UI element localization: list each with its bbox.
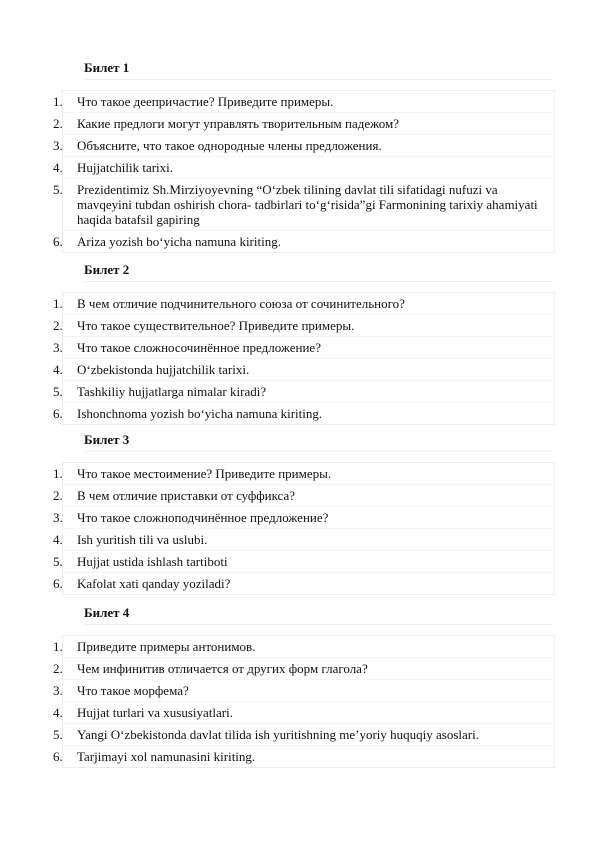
question-number: 3. [53,683,63,698]
question-number: 1. [53,639,63,654]
ticket-header [0,601,596,625]
question-list [53,462,555,595]
ticket-3 [0,428,596,595]
question-number: 5. [53,182,63,197]
divider [84,451,552,452]
question-text: Что такое морфема? [77,683,189,698]
ticket-2 [0,258,596,425]
question-number: 1. [53,296,63,311]
question-number: 5. [53,554,63,569]
question-number: 4. [53,705,63,720]
question-item [53,507,554,529]
question-item [53,573,554,594]
question-number: 1. [53,94,63,109]
question-text: Ariza yozish bo‘yicha namuna kiriting. [77,234,281,249]
question-item [53,658,554,680]
question-text: Prezidentimiz Sh.Mirziyoyevning “O‘zbek tilining davlat tili sifatidagi nufuzi va mavqeyini tubdan oshirish chora- tadbirlari to‘g‘risida”gi Farmonining tarixiy ahamiyati haqida batafsil gapiring [77,182,538,227]
question-number: 2. [53,661,63,676]
question-number: 2. [53,116,63,131]
question-item [53,91,554,113]
question-item [53,702,554,724]
question-number: 6. [53,234,63,249]
question-text: Kafolat xati qanday yoziladi? [77,576,231,591]
question-item [53,293,554,315]
question-text: Что такое деепричастие? Приведите примеры. [77,94,334,109]
question-text: В чем отличие приставки от суффикса? [77,488,296,503]
question-item [53,359,554,381]
question-number: 3. [53,340,63,355]
question-item [53,680,554,702]
question-text: Hujjatchilik tarixi. [77,160,174,175]
question-number: 2. [53,488,63,503]
question-text: Tarjimayi xol namunasini kiriting. [77,749,256,764]
divider [84,281,552,282]
question-item [53,381,554,403]
divider [84,624,552,625]
question-list [53,90,555,253]
question-number: 6. [53,406,63,421]
question-number: 2. [53,318,63,333]
question-item [53,157,554,179]
question-text: Yangi O‘zbekistonda davlat tilida ish yuritishning me’yoriy huquqiy asoslari. [77,727,479,742]
question-text: Что такое существительное? Приведите примеры. [77,318,355,333]
question-text: Объясните, что такое однородные члены предложения. [77,138,382,153]
question-text: Ishonchnoma yozish bo‘yicha namuna kiriting. [77,406,323,421]
ticket-header [0,56,596,80]
question-number: 4. [53,160,63,175]
question-item [53,315,554,337]
question-item [53,746,554,767]
ticket-4 [0,601,596,768]
question-text: Приведите примеры антонимов. [77,639,256,654]
question-item [53,231,554,252]
question-number: 5. [53,384,63,399]
ticket-header [0,428,596,452]
question-number: 1. [53,466,63,481]
question-list [53,292,555,425]
question-item [53,636,554,658]
question-number: 6. [53,576,63,591]
question-item [53,551,554,573]
question-number: 3. [53,510,63,525]
question-item [53,724,554,746]
question-number: 4. [53,362,63,377]
question-text: Что такое местоимение? Приведите примеры. [77,466,332,481]
question-item [53,179,554,231]
question-text: Что такое сложноподчинённое предложение? [77,510,329,525]
question-item [53,135,554,157]
question-text: Ish yuritish tili va uslubi. [77,532,208,547]
ticket-title: Билет 2 [84,262,130,277]
question-item [53,463,554,485]
question-number: 5. [53,727,63,742]
question-number: 6. [53,749,63,764]
question-text: Что такое сложносочинённое предложение? [77,340,321,355]
question-item [53,113,554,135]
question-text: Hujjat ustida ishlash tartiboti [77,554,228,569]
ticket-header [0,258,596,282]
ticket-1 [0,56,596,253]
question-list [53,635,555,768]
question-item [53,529,554,551]
question-number: 4. [53,532,63,547]
ticket-title: Билет 1 [84,60,130,75]
question-text: Чем инфинитив отличается от других форм глагола? [77,661,368,676]
question-text: Hujjat turlari va xususiyatlari. [77,705,233,720]
question-item [53,337,554,359]
question-text: В чем отличие подчинительного союза от сочинительного? [77,296,405,311]
question-item [53,485,554,507]
question-item [53,403,554,424]
ticket-title: Билет 3 [84,432,130,447]
ticket-title: Билет 4 [84,605,130,620]
question-text: O‘zbekistonda hujjatchilik tarixi. [77,362,250,377]
divider [84,79,552,80]
question-number: 3. [53,138,63,153]
question-text: Tashkiliy hujjatlarga nimalar kiradi? [77,384,267,399]
question-text: Какие предлоги могут управлять творительным падежом? [77,116,400,131]
